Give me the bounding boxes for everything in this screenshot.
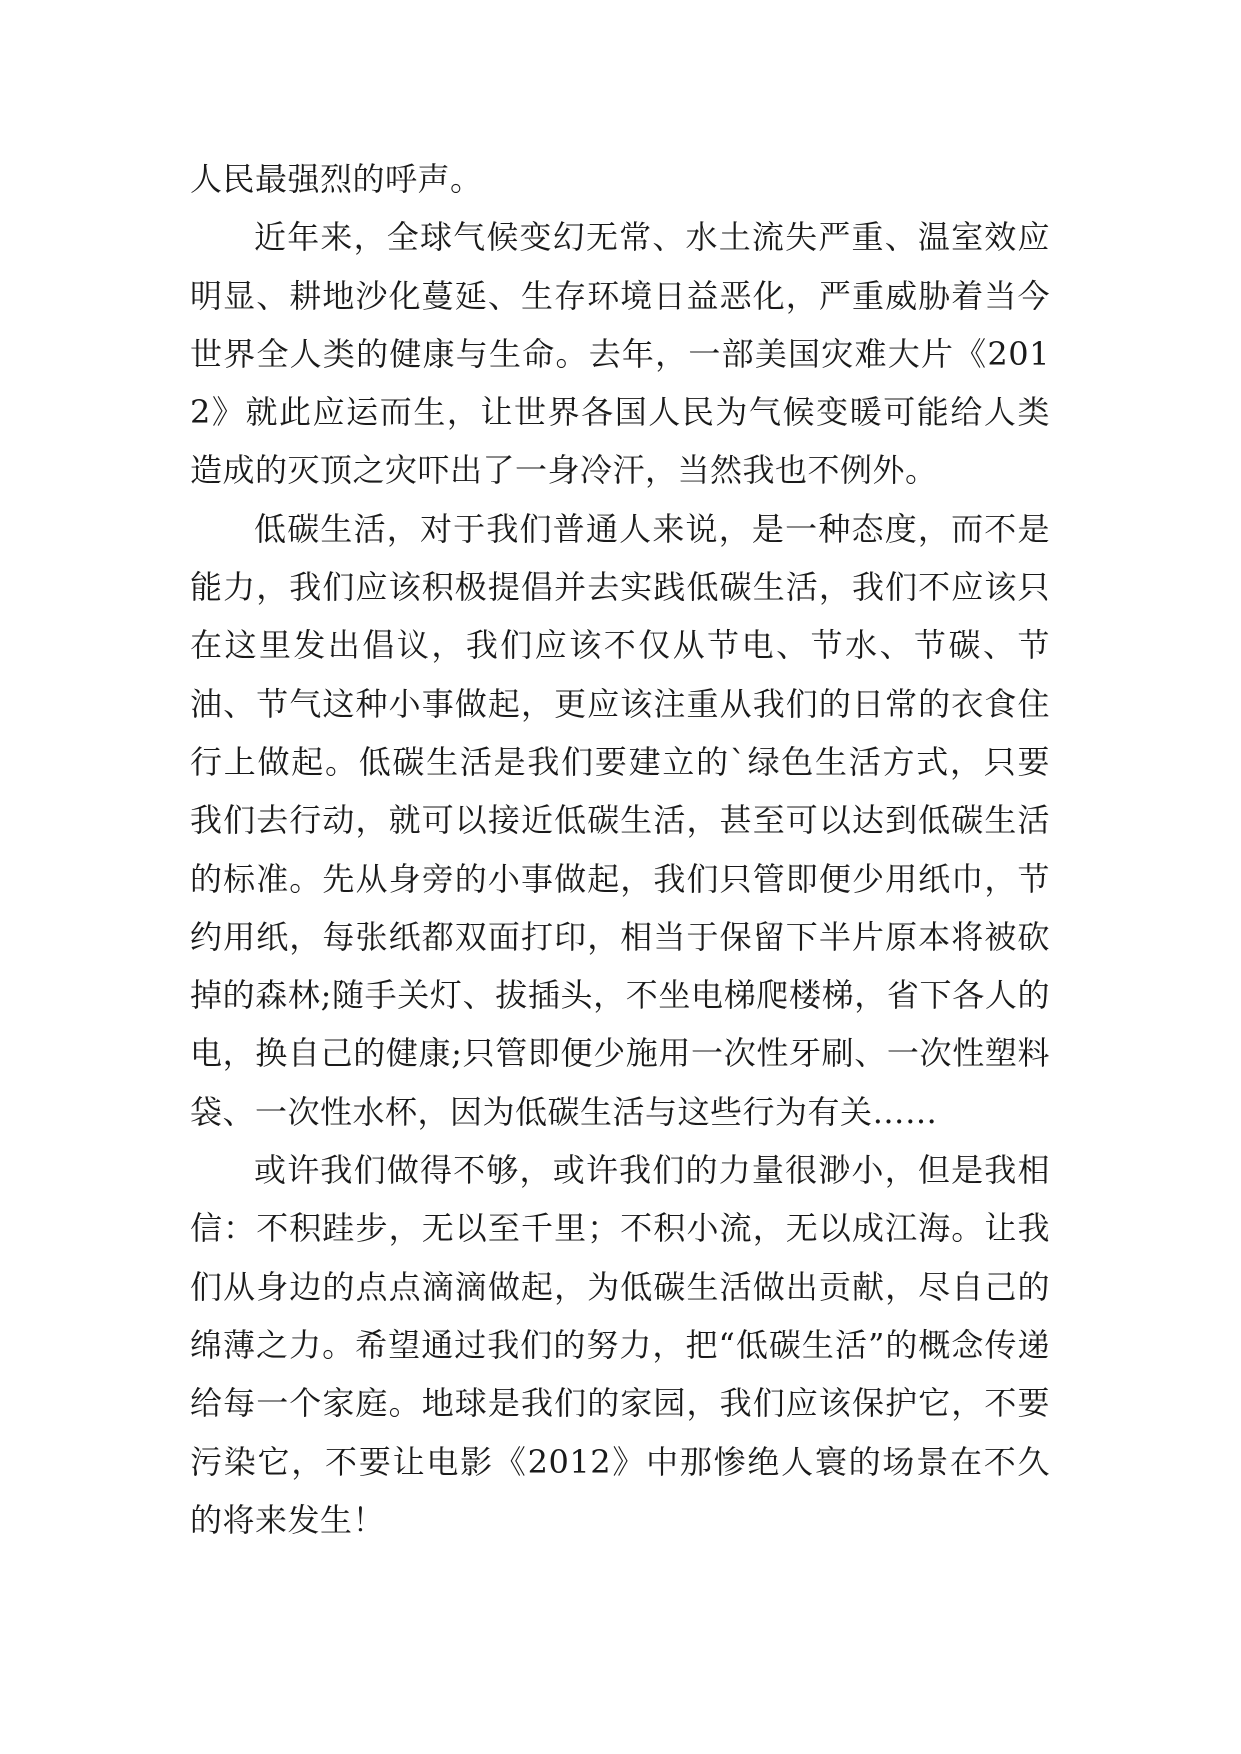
body-text <box>190 150 1050 1549</box>
paragraph-3: 低碳生活，对于我们普通人来说，是一种态度，而不是能力，我们应该积极提倡并去实践低碳生活，我们不应该只在这里发出倡议，我们应该不仅从节电、节水、节碳、节油、节气这种小事做起，更应该注重从我们的日常的衣食住行上做起。低碳生活是我们要建立的`绿色生活方式，只要我们去行动，就可以接近低碳生活，甚至可以达到低碳生活的标准。先从身旁的小事做起，我们只管即便少用纸巾，节约用纸，每张纸都双面打印，相当于保留下半片原本将被砍掉的森林;随手关灯、拔插头，不坐电梯爬楼梯，省下各人的电，换自己的健康;只管即便少施用一次性牙刷、一次性塑料袋、一次性水杯，因为低碳生活与这些行为有关…… <box>190 509 1050 1131</box>
paragraph-4: 或许我们做得不够，或许我们的力量很渺小，但是我相信：不积跬步，无以至千里；不积小流，无以成江海。让我们从身边的点点滴滴做起，为低碳生活做出贡献，尽自己的绵薄之力。希望通过我们的努力，把“低碳生活”的概念传递给每一个家庭。地球是我们的家园，我们应该保护它，不要污染它，不要让电影《2012》中那惨绝人寰的场景在不久的将来发生！ <box>190 1151 1050 1539</box>
paragraph-1: 人民最强烈的呼声。 <box>190 160 483 198</box>
paragraph-2: 近年来，全球气候变幻无常、水土流失严重、温室效应明显、耕地沙化蔓延、生存环境日益恶化，严重威胁着当今世界全人类的健康与生命。去年，一部美国灾难大片《2012》就此应运而生，让世界各国人民为气候变暖可能给人类造成的灭顶之灾吓出了一身冷汗，当然我也不例外。 <box>190 218 1050 490</box>
